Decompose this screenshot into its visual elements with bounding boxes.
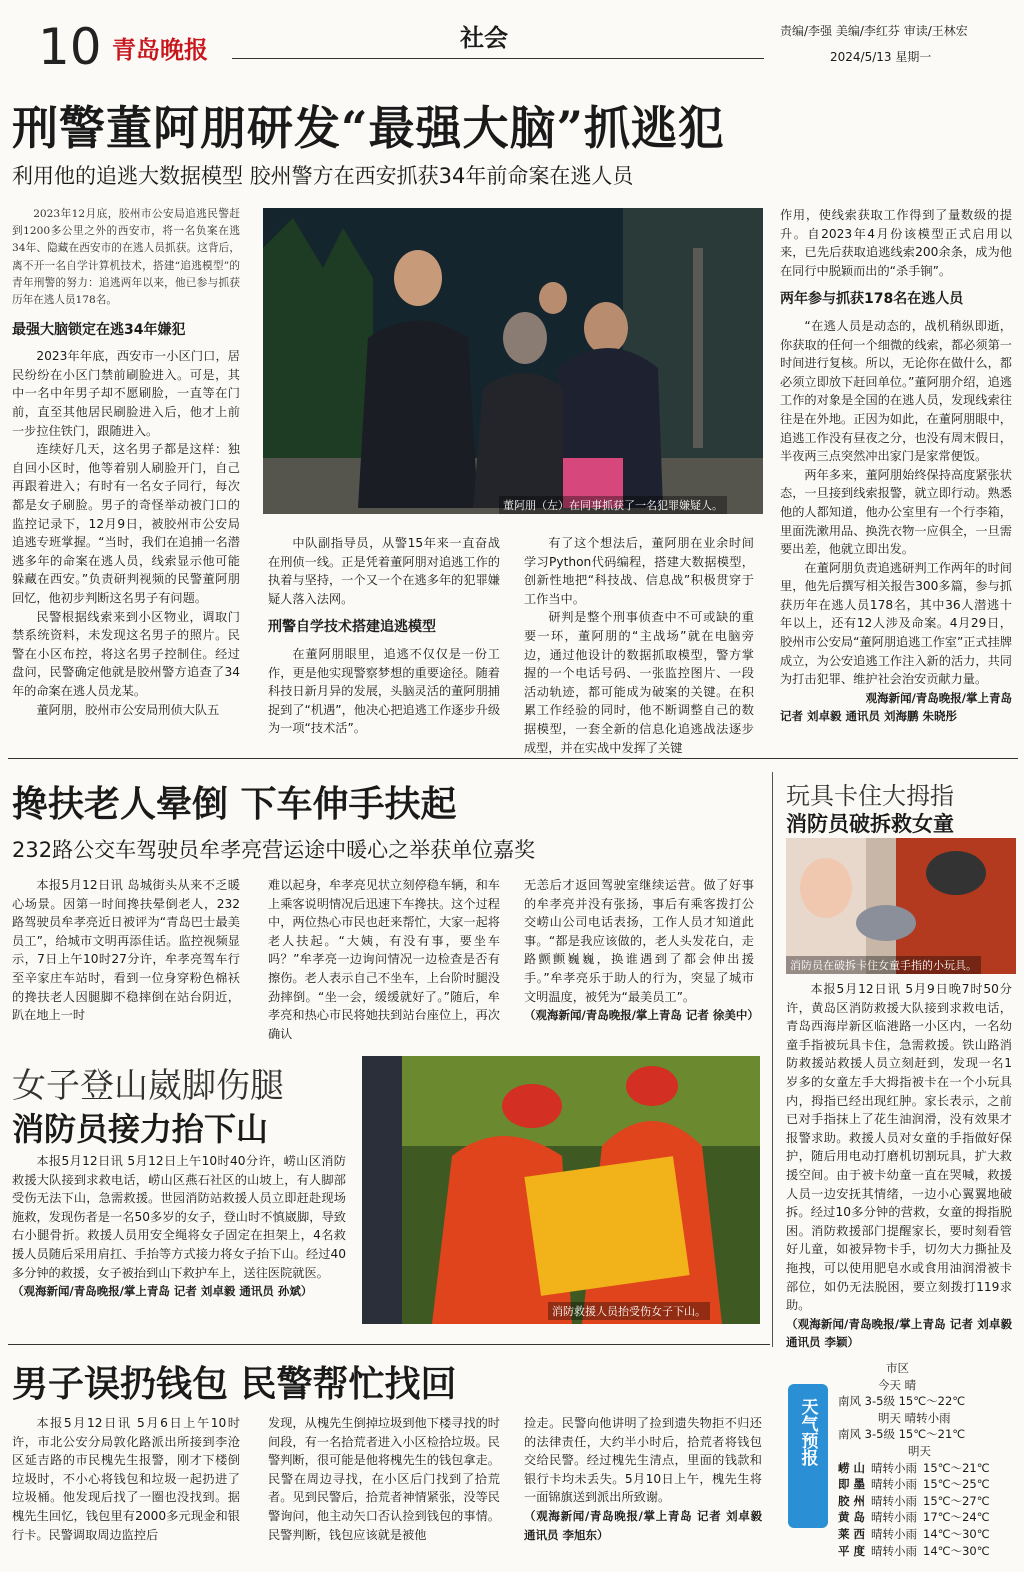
a1-subhead-1: 最强大脑锁定在逃34年嫌犯 (12, 322, 186, 339)
weather-cond: 晴转小雨 (871, 1526, 918, 1541)
weather-cond: 晴转小雨 (871, 1460, 918, 1475)
paragraph: 在董阿朋眼里，追逃不仅仅是一份工作，更是他实现警察梦想的重要途径。随着科技日新月异的发展，头脑灵活的董阿朋捕捉到了“机遇”，他决心把追逃工作逐步升级为一项“技术活”。 (268, 646, 501, 736)
weather-city: 崂 山 (838, 1460, 866, 1475)
a1-col2 (268, 534, 500, 738)
paragraph: 董阿朋，胶州市公安局刑侦大队五 (36, 702, 220, 717)
issue-date: 2024/5/13 星期一 (830, 50, 932, 64)
a1-photo (263, 208, 763, 514)
weather-tomorrow: 明天 晴转小雨 (878, 1410, 951, 1425)
paragraph: 连续好几天，这名男子都是这样：独自回小区时，他等着别人刷脸开门，自己再跟着进入；有时有一名女子同行，每次都是女子刷脸。男子的奇怪举动被门口的监控记录下，12月9日，被胶州市公安局追逃专班掌握。“当时，我们在追捕一名潜逃多年的命案在逃人员，线索显示他可能躲藏在西安。”负责研判视频的民警董阿朋回忆，他初步判断这名男子有问题。 (12, 442, 240, 605)
a1-col1-text (12, 347, 240, 719)
weather-temp: 15℃～21℃ (923, 1460, 990, 1475)
weather-temp: 14℃～30℃ (923, 1543, 990, 1558)
weather-city: 莱 西 (838, 1526, 866, 1541)
a1-subhead-2: 刑警自学技术搭建追逃模型 (268, 619, 436, 636)
a2-byline: （观海新闻/青岛晚报/掌上青岛 记者 徐美中） (524, 1008, 759, 1023)
headline-bus-driver: 搀扶老人晕倒 下车伸手扶起 (12, 784, 457, 825)
mountain-rescue-photo (362, 1056, 760, 1324)
weather-row (838, 1526, 1018, 1543)
headline-hiker: 女子登山崴脚伤腿 (12, 1066, 284, 1106)
weather-row (838, 1509, 1018, 1526)
weather-city: 胶 州 (838, 1493, 866, 1508)
a4-photo-caption: 消防救援人员抬受伤女子下山。 (548, 1302, 710, 1320)
paragraph: 在董阿朋负责追逃研判工作两年的时间里，他先后撰写相关报告300多篇，参与抓获历年在逃人员178名，其中36人潜逃十年以上，还有12人涉及命案。4月29日，胶州市公安局“董阿朋追逃工作室”正式挂牌成立，为公安追逃工作注入新的活力，共同为打击犯罪、维护社会治安贡献力量。 (780, 560, 1013, 687)
headline-main: 刑警董阿朋研发“最强大脑”抓逃犯 (12, 101, 725, 155)
weather-list (838, 1460, 1018, 1560)
a1-col3 (524, 534, 754, 757)
newspaper-logo: 青岛晚报 (112, 35, 208, 64)
paragraph: 中队副指导员，从警15年来一直奋战在刑侦一线。正是凭着董阿朋对追逃工作的执着与坚持，一个又一个在逃多年的犯罪嫌疑人落入法网。 (268, 536, 500, 606)
weather-temp: 15℃～27℃ (923, 1493, 990, 1508)
headline-wallet: 男子误扔钱包 民警帮忙找回 (12, 1364, 457, 1405)
a5-byline: （观海新闻/青岛晚报/掌上青岛 记者 刘卓毅 通讯员 李旭东） (524, 1508, 762, 1542)
weather-row (838, 1493, 1018, 1510)
paragraph: 捡走。民警向他讲明了捡到遗失物拒不归还的法律责任，大约半小时后，拾荒者将钱包交给民警。经过槐先生清点，里面的钱款和银行卡均未丢失。5月10日上午，槐先生将一面锦旗送到派出所致谢。 (524, 1416, 762, 1505)
a3-photo-caption: 消防员在破拆卡住女童手指的小玩具。 (786, 956, 981, 974)
headline-toy-stuck: 玩具卡住大拇指 (786, 782, 954, 810)
a2-col1 (12, 876, 240, 1025)
section-title: 社会 (460, 24, 508, 52)
weather-cond: 晴转小雨 (871, 1543, 918, 1558)
a2-col2 (268, 876, 500, 1043)
weather-row (838, 1460, 1018, 1477)
a5-col1 (12, 1414, 240, 1544)
a3-body (786, 980, 1012, 1352)
a1-col1 (12, 206, 240, 719)
weather-row (838, 1476, 1018, 1493)
a4-photo (362, 1056, 760, 1324)
weather-city: 市区 (886, 1361, 909, 1375)
weather-cond: 晴转小雨 (871, 1493, 918, 1508)
paragraph: 本报5月12日讯 岛城街头从来不乏暖心场景。因第一时间搀扶晕倒老人，232路驾驶员牟孝亮近日被评为“青岛巴士最美员工”，给城市文明再添佳话。监控视频显示，7日上午10时27分许，牟孝亮驾车行至辛家庄车站时，看到一位身穿粉色棉袄的搀扶老人因腿脚不稳摔倒在站台阴近，趴在地上一时 (12, 878, 240, 1023)
paragraph: 本报5月12日讯 5月6日上午10时许，市北公安分局敦化路派出所接到李沧区延吉路的市民槐先生报警，刚才下楼倒垃圾时，不小心将钱包和垃圾一起扔进了垃圾桶。他发现后找了一圈也没找到。据槐先生回忆，钱包里有2000多元现金和银行卡。民警调取周边监控后 (12, 1416, 240, 1542)
a1-subhead-3: 两年参与抓获178名在逃人员 (780, 291, 964, 308)
a4-body (12, 1152, 346, 1301)
paragraph: 发现，从槐先生倒掉垃圾到他下楼寻找的时间段，有一名拾荒者进入小区检拾垃圾。民警判断，很可能是他将槐先生的钱包拿走。民警在周边寻找，在小区后门找到了拾荒者。见到民警后，拾荒者神情紧张，没等民警询问，他主动矢口否认捡到钱包的事情。民警判断，钱包应该就是被他 (268, 1416, 500, 1542)
headline-toy-stuck-subtitle: 消防员破拆救女童 (786, 812, 954, 836)
a3-photo (786, 838, 1016, 974)
paragraph: 难以起身，牟孝亮见状立刻停稳车辆，和车上乘客说明情况后迅速下车搀扶。这个过程中，两位热心市民也赶来帮忙，大家一起将老人扶起。“大姨，有没有事，要坐车吗？”牟孝亮一边询问情况一边检查是否有擦伤。老人表示自己不坐车，上台阶时腿没劲摔倒。“坐一会，缓缓就好了。”随后，牟孝亮和热心市民将她扶到站台座位上，再次确认 (268, 878, 500, 1041)
header-rule (232, 58, 764, 59)
weather-tomorrow-detail: 南风 3-5级 15℃～21℃ (838, 1427, 966, 1442)
a3-byline: （观海新闻/青岛晚报/掌上青岛 记者 刘卓毅 通讯员 李颖） (786, 1316, 1012, 1350)
paragraph: 2023年年底，西安市一小区门口，居民纷纷在小区门禁前刷脸进入。可是，其中一名中年男子却不愿刷脸，一直等在门前，直至其他居民刷脸进入后，他才上前一步拉住铁门，跟随进入。 (12, 349, 240, 438)
page-number: 10 (38, 18, 102, 76)
weather-city: 黄 岛 (838, 1510, 866, 1525)
paragraph: 本报5月12日讯 5月12日上午10时40分许，崂山区消防救援大队接到求救电话，崂山区燕石社区的山坡上，有人脚部受伤无法下山，急需救援。世园消防站救援人员立即赶赴现场施救，发现伤者是一名50多岁的女子，登山时不慎崴脚，导致右小腿骨折。救援人员用安全绳将女子固定在担架上，4名救援人员随后采用肩扛、手抬等方式接力将女子抬下山。经过40多分钟的救援，女子被抬到山下救护车上，送往医院就医。 (12, 1154, 346, 1280)
weather-panel (838, 1360, 1018, 1559)
weather-badge (788, 1384, 828, 1528)
paragraph: 两年多来，董阿朋始终保持高度紧张状态，一旦接到线索报警，就立即行动。熟悉他的人都知道，他办公室里有一个行李箱，里面洗漱用品、换洗衣物一应俱全，一旦需要出差，他就立即出发。 (780, 467, 1012, 557)
a5-col2 (268, 1414, 500, 1544)
column-divider (772, 772, 773, 1347)
a1-byline-2: 记者 刘卓毅 通讯员 刘海鹏 朱晓彤 (780, 709, 958, 724)
police-arrest-photo (263, 208, 763, 514)
a4-byline: （观海新闻/青岛晚报/掌上青岛 记者 刘卓毅 通讯员 孙斌） (12, 1284, 313, 1299)
a5-col3 (524, 1414, 762, 1544)
paragraph: “在逃人员是动态的，战机稍纵即逝，你获取的任何一个细微的线索，都必须第一时间进行复核。所以，无论你在做什么，都必须立即放下赶回单位。”董阿朋介绍，追逃工作的对象是全国的在逃人员，发现线索往往是在外地。正因为如此，在董阿朋眼中，追逃工作没有昼夜之分，也没有周末假日，半夜两三点突然冲出家门是家常便饭。 (780, 318, 1012, 464)
editors-line: 责编/李强 美编/李红芬 审读/王林宏 (780, 24, 968, 38)
weather-city: 即 墨 (838, 1477, 866, 1492)
a1-byline-1: 观海新闻/青岛晚报/掌上青岛 (865, 690, 1012, 705)
weather-temp: 14℃～30℃ (923, 1526, 990, 1541)
weather-cond: 晴转小雨 (871, 1510, 918, 1525)
weather-temp: 17℃～24℃ (923, 1510, 990, 1525)
paragraph: 有了这个想法后，董阿朋在业余时间学习Python代码编程，搭建大数据模型，创新性地把“科技战、信息战”积极贯穿于工作当中。 (524, 536, 754, 606)
divider (8, 758, 1018, 759)
weather-row (838, 1543, 1018, 1560)
a1-intro: 2023年12月底，胶州市公安局追逃民警赶到1200多公里之外的西安市，将一名负案在逃34年、隐藏在西安市的在逃人员抓获。这背后，离不开一名自学计算机技术，搭建“追逃模型”的青年刑警的努力：追逃两年以来，他已参与抓获历年在逃人员178名。 (12, 208, 240, 307)
a1-col4 (780, 206, 1012, 726)
weather-today: 今天 晴 (878, 1377, 917, 1392)
a2-col3 (524, 876, 759, 1025)
weather-today-detail: 南风 3-5级 15℃～22℃ (838, 1394, 966, 1409)
headline-hiker-subtitle: 消防员接力抬下山 (12, 1110, 269, 1148)
divider (8, 1344, 770, 1345)
weather-cond: 晴转小雨 (871, 1477, 918, 1492)
paragraph: 作用，使线索获取工作得到了量数级的提升。自2023年4月份该模型正式启用以来，已先后获取追逃线索200余条，成为他在同行中脱颖而出的“杀手锏”。 (780, 208, 1012, 278)
weather-city: 平 度 (838, 1543, 866, 1558)
weather-temp: 15℃～25℃ (923, 1477, 990, 1492)
paragraph: 无恙后才返回驾驶室继续运营。做了好事的牟孝亮并没有张扬，事后有乘客拨打公交崂山公司电话表扬，工作人员才知道此事。“都是我应该做的，老人头发花白，走路颤颤巍巍，换谁遇到了都会伸出援手。”牟孝亮乐于助人的行为，突显了城市文明温度，被凭为“最美员工”。 (524, 878, 754, 1004)
weather-list-head: 明天 (908, 1443, 931, 1458)
paragraph: 研判是整个刑事侦查中不可或缺的重要一环，董阿朋的“主战场”就在电脑旁边，通过他设计的数据抓取模型，警方掌握的一个电话号码、一张监控图片、一段活动轨迹，都可能成为破案的关键。在积累工作经验的同时，他不断调整自己的数据模型，一套全新的信息化追逃战法逐步成型，并在实战中发挥了关键 (524, 610, 754, 755)
paragraph: 本报5月12日讯 5月9日晚7时50分许，黄岛区消防救援大队接到求救电话，青岛西海岸新区临港路一小区内，一名幼童手指被玩具卡住，急需救援。铁山路消防救援站救援人员立刻赶到，发现一名1岁多的女童左手大拇指被卡在一个小玩具内，拇指已经出现红肿。家长表示，之前已对手指抹上了花生油润滑，没有效果才报警求助。救援人员对女童的手指做好保护，随后用电动打磨机切割玩具，扩大救援空间。由于被卡幼童一直在哭喊，救援人员一边安抚其情绪，一边小心翼翼地破拆。经过10多分钟的营救，女童的拇指脱困。消防救援部门提醒家长，要时刻看管好儿童，如被异物卡手，切勿大力撕扯及拖拽，可以使用肥皂水或食用油润滑被卡部位，如仍无法脱困，要立刻拨打119求助。 (786, 982, 1012, 1313)
weather-label: 天气预报 (797, 1398, 818, 1466)
headline-bus-driver-subtitle: 232路公交车驾驶员牟孝亮营运途中暖心之举获单位嘉奖 (12, 838, 536, 862)
firefighter-rescue-photo (786, 838, 1016, 974)
paragraph: 民警根据线索来到小区物业，调取门禁系统资料，未发现这名男子的照片。民警在小区布控，将这名男子控制住。经过盘问，民警确定他就是胶州警方追查了34年的命案在逃人员龙某。 (12, 609, 240, 698)
a1-photo-caption: 董阿朋（左）在同事抓获了一名犯罪嫌疑人。 (499, 496, 727, 514)
headline-main-subtitle: 利用他的追逃大数据模型 胶州警方在西安抓获34年前命案在逃人员 (12, 164, 634, 188)
